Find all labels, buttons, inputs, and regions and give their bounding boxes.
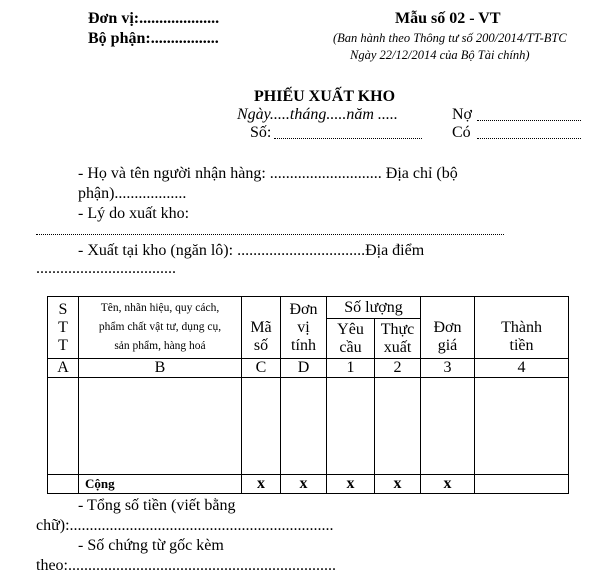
number-dots — [274, 138, 422, 139]
credit-label: Có — [452, 124, 471, 141]
header-stt: S T T — [48, 297, 79, 359]
header-unit: Đơn vị tính — [281, 297, 327, 359]
total-mark: x — [375, 475, 421, 494]
regulation-line-1: (Ban hành theo Thông tư số 200/2014/TT-BTC — [333, 31, 567, 45]
regulation-line-2: Ngày 22/12/2014 của Bộ Tài chính) — [350, 48, 530, 62]
header-quantity-group: Số lượng — [327, 297, 421, 319]
code-cell: D — [281, 359, 327, 378]
empty-cell — [79, 378, 242, 475]
receiver-field: - Họ và tên người nhận hàng: ............................ Địa chỉ (bộ — [78, 165, 458, 182]
empty-cell — [475, 378, 569, 475]
debit-dots — [477, 120, 581, 121]
code-cell: C — [242, 359, 281, 378]
code-cell: B — [79, 359, 242, 378]
code-cell: 4 — [475, 359, 569, 378]
total-mark: x — [421, 475, 475, 494]
empty-cell — [327, 378, 375, 475]
total-in-words-continued: chữ):.................................................................. — [36, 517, 334, 534]
header-code: Mã số — [242, 297, 281, 359]
empty-cell — [281, 378, 327, 475]
header-item-name: Tên, nhãn hiệu, quy cách, phẩm chất vật tư, dụng cụ, sản phẩm, hàng hoá — [79, 297, 242, 359]
items-table — [47, 296, 569, 494]
source-documents-field: - Số chứng từ gốc kèm — [78, 537, 224, 554]
empty-cell — [375, 378, 421, 475]
code-cell: 3 — [421, 359, 475, 378]
reason-dots — [36, 234, 504, 235]
empty-cell — [48, 475, 79, 494]
header-amount: Thành tiền — [475, 297, 569, 359]
empty-cell — [421, 378, 475, 475]
code-cell: A — [48, 359, 79, 378]
header-unit-price: Đơn giá — [421, 297, 475, 359]
department-label: Bộ phận:................. — [88, 30, 219, 47]
total-mark: x — [242, 475, 281, 494]
code-cell: 1 — [327, 359, 375, 378]
document-title: PHIẾU XUẤT KHO — [254, 88, 396, 105]
header-requested: Yêu cầu — [327, 319, 375, 359]
total-mark: x — [281, 475, 327, 494]
number-label: Số: — [250, 124, 272, 141]
unit-label: Đơn vị:.................... — [88, 10, 220, 27]
date-line: Ngày.....tháng.....năm ..... — [237, 106, 398, 123]
warehouse-field: - Xuất tại kho (ngăn lô): ................................Địa điểm — [78, 242, 425, 259]
total-row — [48, 475, 569, 494]
debit-label: Nợ — [452, 106, 473, 123]
empty-cell — [475, 475, 569, 494]
table-row — [48, 378, 569, 475]
empty-cell — [48, 378, 79, 475]
total-label: Cộng — [79, 475, 242, 494]
empty-cell — [242, 378, 281, 475]
total-mark: x — [327, 475, 375, 494]
form-number: Mẫu số 02 - VT — [395, 10, 501, 27]
total-in-words-field: - Tổng số tiền (viết bằng — [78, 497, 236, 514]
location-dots: ................................... — [36, 260, 176, 277]
receiver-field-continued: phận).................. — [78, 185, 187, 202]
code-cell: 2 — [375, 359, 421, 378]
header-actual: Thực xuất — [375, 319, 421, 359]
credit-dots — [477, 138, 581, 139]
source-documents-continued: theo:................................................................... — [36, 557, 336, 574]
reason-field: - Lý do xuất kho: — [78, 205, 190, 222]
